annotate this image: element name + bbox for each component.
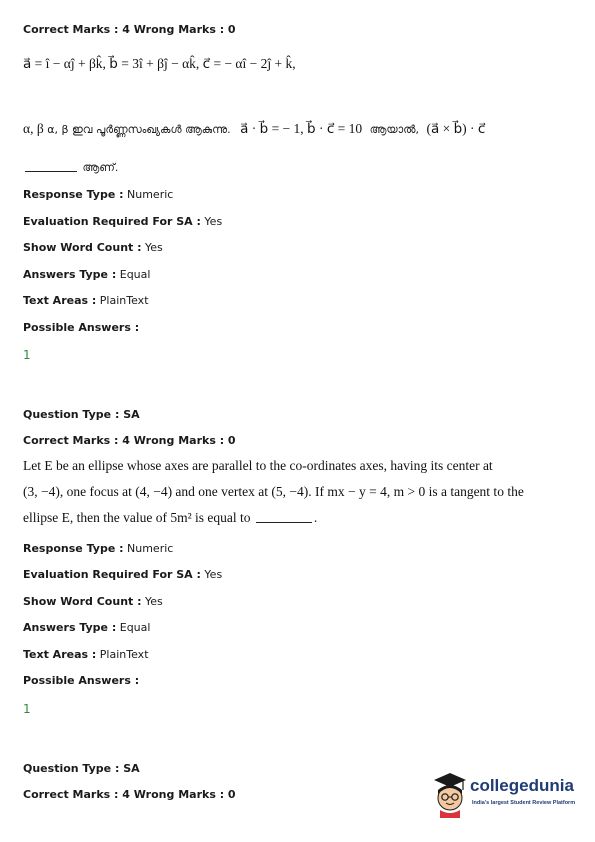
q2-question-type: Question Type : SA: [23, 408, 140, 421]
q1-alpha-beta: α, β: [23, 121, 44, 136]
q2-marks: Correct Marks : 4 Wrong Marks : 0: [23, 434, 236, 447]
q1-show-word-count: Show Word Count : Yes: [23, 241, 163, 254]
q1-marks: Correct Marks : 4 Wrong Marks : 0: [23, 23, 236, 36]
q2-show-word-count: Show Word Count : Yes: [23, 595, 163, 608]
q2-text-line-3: ellipse E, then the value of 5m² is equal to .: [23, 510, 318, 525]
q1-vector-equation: a⃗ = î − αĵ + βk̂, b⃗ = 3î + βĵ − αk̂, c⃗ = − αî − 2ĵ + k̂,: [23, 56, 296, 71]
q1-malayalam-then: ആയാൽ,: [369, 123, 419, 136]
q1-text-areas: Text Areas : PlainText: [23, 294, 149, 307]
q2-text-areas: Text Areas : PlainText: [23, 648, 149, 661]
q2-answers-type: Answers Type : Equal: [23, 621, 151, 634]
q1-dot-products: a⃗ · b⃗ = − 1, b⃗ · c⃗ = 10: [240, 121, 363, 136]
q1-answers-type: Answers Type : Equal: [23, 268, 151, 281]
q2-response-type: Response Type : Numeric: [23, 542, 174, 555]
collegedunia-logo: [430, 770, 580, 820]
q1-answer-value: 1: [23, 348, 31, 362]
q1-blank-line: [23, 161, 118, 175]
q1-malayalam-end: ആണ്.: [82, 161, 119, 174]
q3-question-type: Question Type : SA: [23, 762, 140, 775]
logo-wordmark: collegedunia: [470, 776, 574, 795]
q2-text-line-2: (3, −4), one focus at (4, −4) and one vertex at (5, −4). If mx − y = 4, m > 0 is a tangent to the: [23, 484, 524, 499]
q2-evaluation-required: Evaluation Required For SA : Yes: [23, 568, 223, 581]
q2-answer-value: 1: [23, 702, 31, 716]
q3-marks: Correct Marks : 4 Wrong Marks : 0: [23, 788, 236, 801]
q1-expression: (a⃗ × b⃗) · c⃗: [426, 121, 486, 136]
q1-malayalam-text: α, β ഇവ പൂർണ്ണസംഖ്യകൾ ആകുന്നു.: [47, 123, 231, 136]
q2-answer-blank: [256, 522, 312, 523]
q2-text-line-1: Let E be an ellipse whose axes are parallel to the co-ordinates axes, having its center at: [23, 458, 493, 473]
student-mascot-icon: [430, 770, 470, 818]
logo-tagline: India's largest Student Review Platform: [472, 800, 576, 806]
q1-evaluation-required: Evaluation Required For SA : Yes: [23, 215, 223, 228]
q2-possible-answers-label: Possible Answers :: [23, 674, 140, 687]
q1-condition-line: [23, 121, 485, 137]
q1-answer-blank: [25, 171, 77, 172]
q1-response-type: Response Type : Numeric: [23, 188, 174, 201]
q1-possible-answers-label: Possible Answers :: [23, 321, 140, 334]
